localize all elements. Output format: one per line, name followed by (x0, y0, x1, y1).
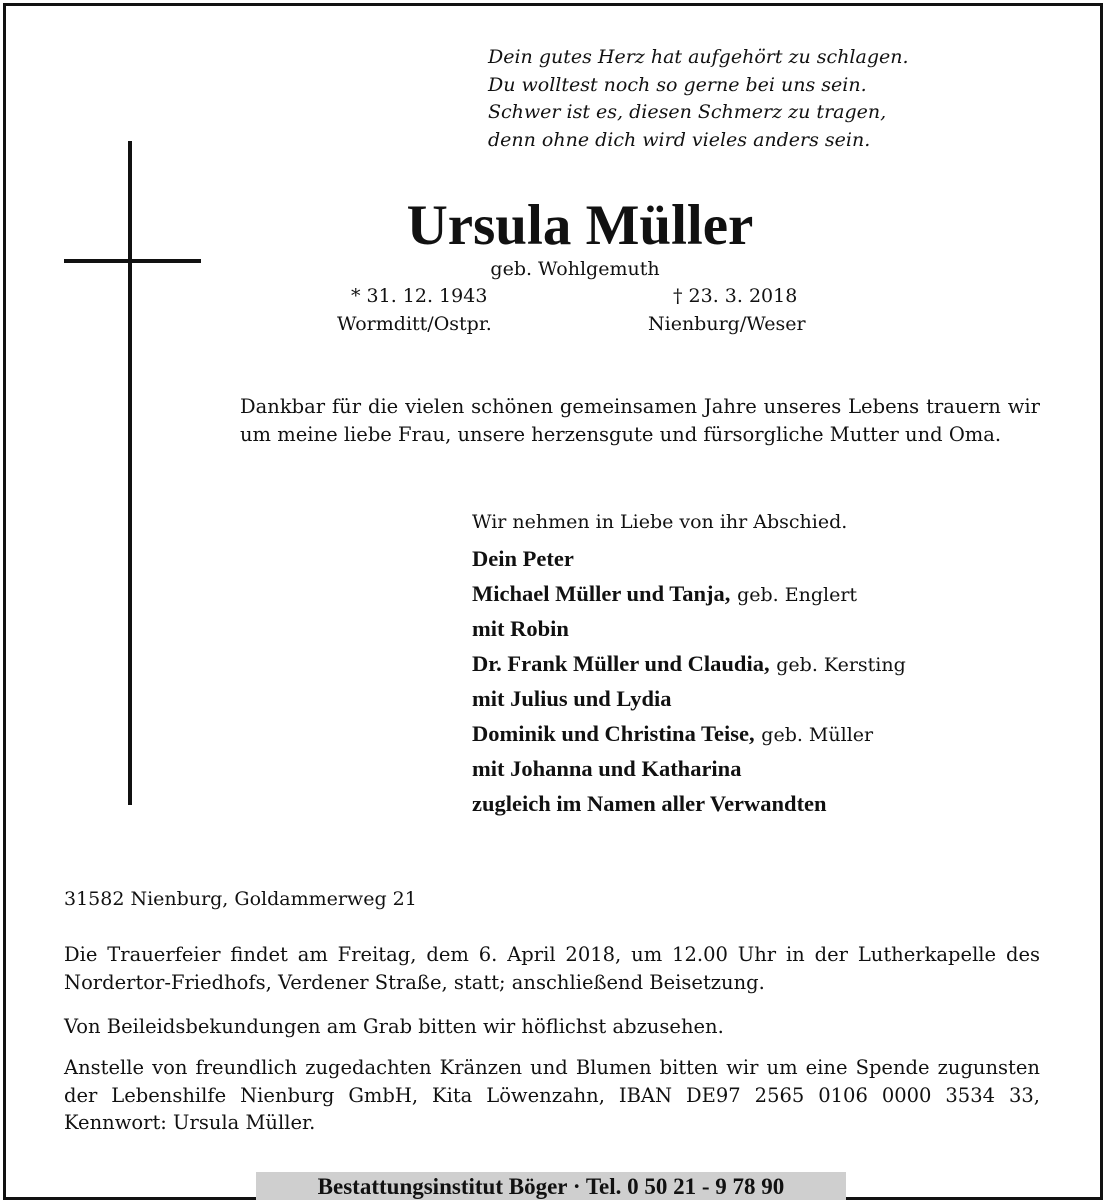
mourner-line (472, 787, 906, 822)
mourner-line (472, 577, 906, 612)
mourner-name: Dein Peter (472, 546, 574, 571)
poem-line: Du wolltest noch so gerne bei uns sein. (488, 73, 867, 96)
mourner-note: geb. Englert (737, 584, 858, 606)
cross-icon-vertical-bar (128, 141, 132, 805)
farewell-text: Wir nehmen in Liebe von ihr Abschied. (472, 511, 848, 533)
funeral-home-footer: Bestattungsinstitut Böger · Tel. 0 50 21 - 9 78 90 (256, 1172, 846, 1200)
cross-icon-horizontal-bar (64, 259, 201, 263)
deceased-name: Ursula Müller (406, 194, 754, 257)
mourner-line (472, 542, 906, 577)
death-place: Nienburg/Weser (648, 313, 806, 335)
mourner-note: geb. Kersting (776, 654, 906, 676)
mourner-name: Dr. Frank Müller und Claudia, (472, 651, 770, 676)
mourner-name: Dominik und Christina Teise, (472, 721, 755, 746)
maiden-name: geb. Wohlgemuth (490, 258, 660, 280)
mourner-line (472, 717, 906, 752)
gratitude-text: Dankbar für die vielen schönen gemeinsamen Jahre unseres Lebens trauern wir um meine liebe Frau, unsere herzensgute und fürsorgliche Mutter und Oma. (240, 395, 1040, 446)
birth-date: * 31. 12. 1943 (351, 285, 488, 307)
poem (488, 44, 1048, 154)
death-date: † 23. 3. 2018 (673, 285, 798, 307)
mourner-line (472, 612, 906, 647)
mourner-line (472, 647, 906, 682)
birth-place: Wormditt/Ostpr. (337, 313, 492, 335)
mourner-line (472, 752, 906, 787)
poem-line: denn ohne dich wird vieles anders sein. (488, 128, 871, 151)
mourner-line (472, 682, 906, 717)
poem-line: Dein gutes Herz hat aufgehört zu schlagen. (488, 46, 909, 68)
family-address: 31582 Nienburg, Goldammerweg 21 (64, 888, 417, 910)
mourner-note: geb. Müller (761, 724, 874, 746)
condolence-notice: Von Beileidsbekundungen am Grab bitten wir höflichst abzusehen. (64, 1015, 724, 1038)
poem-line: Schwer ist es, diesen Schmerz zu tragen, (488, 101, 887, 123)
mourner-name: Michael Müller und Tanja, (472, 581, 731, 606)
mourner-name: mit Johanna und Katharina (472, 756, 742, 781)
donation-notice: Anstelle von freundlich zugedachten Kränzen und Blumen bitten wir um eine Spende zugunsten der Lebenshilfe Nienburg GmbH, Kita Löwenzahn, IBAN DE97 2565 0106 0000 3534 33, Kennwort: Ursula Müller. (64, 1056, 1040, 1134)
mourners-list (472, 542, 906, 822)
mourner-name: zugleich im Namen aller Verwandten (472, 791, 827, 816)
funeral-notice: Die Trauerfeier findet am Freitag, dem 6. April 2018, um 12.00 Uhr in der Lutherkapelle des Nordertor-Friedhofs, Verdener Straße, statt; anschließend Beisetzung. (64, 943, 1040, 994)
mourner-name: mit Robin (472, 616, 569, 641)
mourner-name: mit Julius und Lydia (472, 686, 672, 711)
